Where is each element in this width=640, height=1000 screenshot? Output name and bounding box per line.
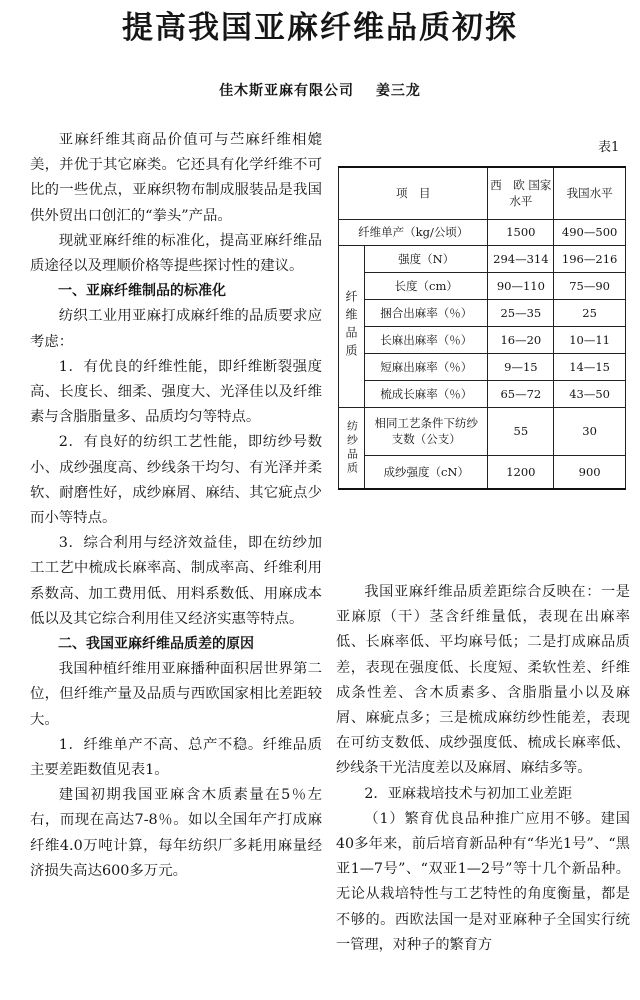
paragraph: 现就亚麻纤维的标准化，提高亚麻纤维品质途径以及理顺价格等提些探讨性的建议。 (30, 232, 322, 275)
table-row (339, 455, 626, 489)
table-row (339, 219, 626, 245)
table-row (339, 272, 626, 299)
cell-china: 14—15 (554, 353, 626, 380)
table-header-row (339, 167, 626, 219)
cell-china: 75—90 (554, 272, 626, 299)
paragraph: 1．纤维单产不高、总产不稳。纤维品质主要差距数值见表1。 (30, 736, 322, 779)
cell-china: 43—50 (554, 380, 626, 407)
row-label: 成纱强度（cN） (364, 455, 488, 489)
paragraph: 建国初期我国亚麻含木质素量在5％左右，而现在高达7-8％。如以全国年产打成麻纤维4.0万吨计算，每年纺织厂多耗用麻量经济损失高达600多万元。 (30, 787, 322, 879)
paragraph: 3．综合利用与经济效益佳，即在纺纱加工工艺中梳成长麻率高、制成率高、纤维利用系数高、加工费用低、用料系数低、用麻成本低以及其它综合利用佳又经济实惠等特点。 (30, 535, 322, 627)
cell-china: 490—500 (554, 219, 626, 245)
row-label: 纤维单产（kg/公顷） (339, 219, 488, 245)
cell-west: 65—72 (488, 380, 554, 407)
row-label: 短麻出麻率（％） (364, 353, 488, 380)
author-name: 姜三龙 (375, 83, 421, 99)
row-label: 捆合出麻率（％） (364, 299, 488, 326)
paragraph: 我国种植纤维用亚麻播种面积居世界第二位，但纤维产量及品质与西欧国家相比差距较大。 (30, 661, 322, 728)
paragraph: 我国亚麻纤维品质差距综合反映在：一是亚麻原（干）茎含纤维量低，表现在出麻率低、长麻率低、平均麻号低；二是打成麻品质差，表现在强度低、长度短、柔软性差、纤维成条性差、含木质素多、含脂脂量小以及麻屑、麻疵点多；三是梳成麻纺纱性能差，表现在可纺支数低、成纱强度低、梳成长麻率低、纱线条干光洁度差以及麻屑、麻结多等。 (336, 584, 630, 777)
cell-west: 294—314 (488, 245, 554, 272)
cell-west: 16—20 (488, 326, 554, 353)
paragraph: 1．有优良的纤维性能，即纤维断裂强度高、长度长、细柔、强度大、光泽佳以及纤维素与含脂脂量多、品质均匀等特点。 (30, 358, 322, 426)
quality-comparison-table (338, 166, 626, 490)
paragraph: 2．有良好的纺织工艺性能，即纺纱号数小、成纱强度高、纱线条干均匀、有光泽并柔软、耐磨性好，成纱麻屑、麻结、其它疵点少而小等特点。 (30, 434, 322, 527)
row-label: 长麻出麻率（％） (364, 326, 488, 353)
cell-china: 30 (554, 407, 626, 455)
cell-west: 90—110 (488, 272, 554, 299)
cell-china: 25 (554, 299, 626, 326)
header-west: 西 欧 国家水平 (488, 167, 554, 219)
author-organization: 佳木斯亚麻有限公司 (219, 83, 355, 99)
row-label: 梳成长麻率（％） (364, 380, 488, 407)
paragraph: 纺织工业用亚麻打成麻纤维的品质要求应考虑： (30, 308, 322, 350)
group-label: 纤维品质 (339, 245, 365, 407)
header-china: 我国水平 (554, 167, 626, 219)
table-row (339, 407, 626, 455)
cell-china: 196—216 (554, 245, 626, 272)
row-label: 长度（cm） (364, 272, 488, 299)
table-row (339, 245, 626, 272)
paragraph: （1）繁育优良品种推广应用不够。建国40多年来，前后培育新品种有“华光1号”、“黑亚1—7号”、“双亚1—2号”等十几个新品种。无论从栽培特性与工艺特性的角度衡量，都是不够的。西欧法国一是对亚麻种子全国实行统一管理，对种子的繁育方 (336, 810, 630, 953)
right-column (336, 580, 630, 958)
table-row (339, 380, 626, 407)
article-title: 提高我国亚麻纤维品质初探 (122, 10, 518, 46)
table-row (339, 299, 626, 326)
cell-west: 1200 (488, 455, 554, 489)
paragraph: 亚麻纤维其商品价值可与苎麻纤维相媲美，并优于其它麻类。它还具有化学纤维不可比的一些优点，亚麻织物布制成服装品是我国供外贸出口创汇的“拳头”产品。 (30, 132, 322, 224)
section-heading: 二、我国亚麻纤维品质差的原因 (58, 636, 254, 653)
header-item: 项 目 (339, 167, 488, 219)
cell-west: 25—35 (488, 299, 554, 326)
group-label: 纺纱品质 (339, 407, 365, 489)
cell-west: 1500 (488, 219, 554, 245)
table-row (339, 326, 626, 353)
cell-west: 55 (488, 407, 554, 455)
left-column (30, 128, 322, 884)
author-line (0, 80, 640, 100)
row-label: 相同工艺条件下纺纱支数（公支） (364, 407, 488, 455)
cell-china: 10—11 (554, 326, 626, 353)
table-caption: 表1 (598, 140, 620, 155)
row-label: 强度（N） (364, 245, 488, 272)
cell-china: 900 (554, 455, 626, 489)
subsection-heading: 2．亚麻栽培技术与初加工业差距 (364, 785, 573, 802)
table-row (339, 353, 626, 380)
cell-west: 9—15 (488, 353, 554, 380)
section-heading: 一、亚麻纤维制品的标准化 (58, 283, 226, 300)
